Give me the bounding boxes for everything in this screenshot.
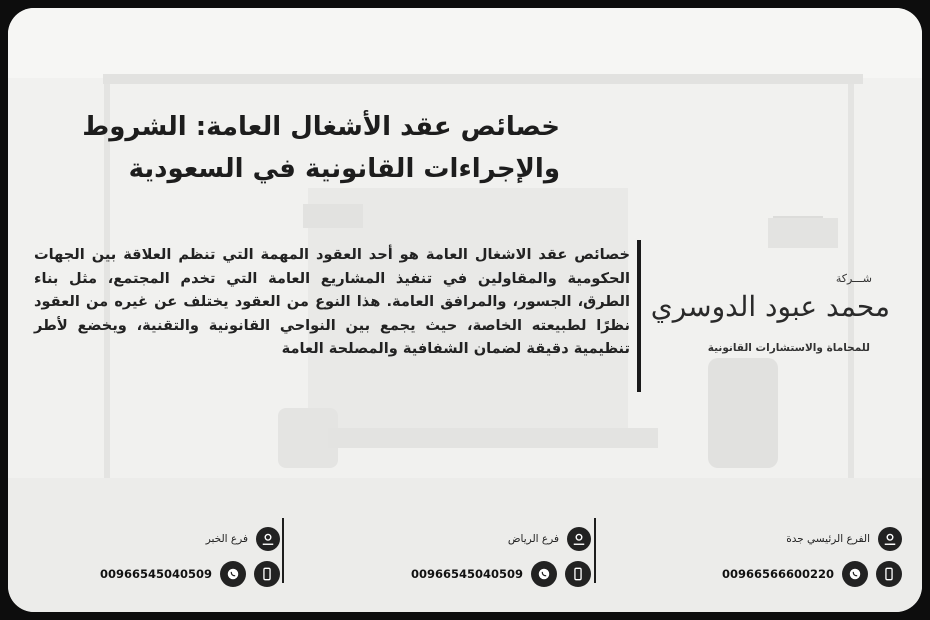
- whatsapp-icon[interactable]: [842, 561, 868, 587]
- branch-jeddah: [722, 523, 902, 593]
- branch-riyadh: [411, 523, 591, 593]
- branch-name: فرع الرياض: [507, 533, 559, 545]
- whatsapp-icon[interactable]: [531, 561, 557, 587]
- branch-separator: [594, 518, 596, 583]
- branch-phone[interactable]: 00966545040509: [410, 567, 523, 581]
- logo-company-word: شـــركة: [835, 272, 872, 285]
- branch-phone[interactable]: 00966566600220: [721, 567, 834, 581]
- branch-khobar: [100, 523, 280, 593]
- article-body: خصائص عقد الاشغال العامة هو أحد العقود المهمة التي تنظم العلاقة بين الجهات الحكومية والمقاولين في تنفيذ المشاريع العامة التي تخدم المجتمع، مثل بناء الطرق، الجسور، والمرافق العامة. هذا النوع من العقود يختلف عن غيره من العقود نظرًا لطبيعته الخاصة، حيث يجمع بين النواحي القانونية والتقنية، ويخضع لأطر تنظيمية دقيقة لضمان الشفافية والمصلحة العامة: [34, 246, 630, 357]
- company-logo: [650, 270, 900, 370]
- branch-name: فرع الخبر: [205, 533, 248, 545]
- mobile-icon: [876, 561, 902, 587]
- article-title: خصائص عقد الأشغال العامة: الشروط والإجراءات القانونية في السعودية: [82, 112, 560, 184]
- branch-phone[interactable]: 00966545040509: [99, 567, 212, 581]
- divider-bar: [637, 240, 641, 392]
- mobile-icon: [254, 561, 280, 587]
- location-pin-icon: [256, 527, 280, 551]
- branch-separator: [282, 518, 284, 583]
- location-pin-icon: [567, 527, 591, 551]
- post-card: [8, 8, 922, 612]
- mobile-icon: [565, 561, 591, 587]
- logo-subtitle: للمحاماة والاستشارات القانونية: [707, 342, 870, 354]
- branch-name: الفرع الرئيسي جدة: [786, 533, 870, 545]
- location-pin-icon: [878, 527, 902, 551]
- logo-name: محمد عبود الدوسري: [650, 290, 890, 323]
- whatsapp-icon[interactable]: [220, 561, 246, 587]
